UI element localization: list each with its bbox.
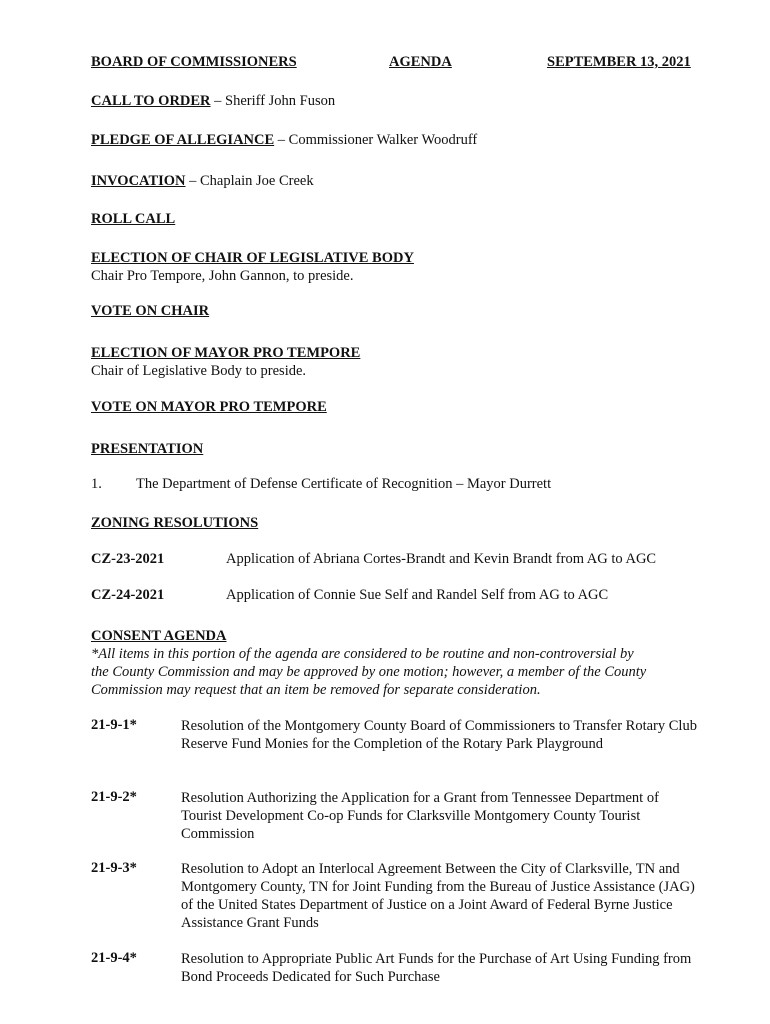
consent-item-number: 21-9-1* <box>91 717 137 733</box>
consent-item-text: Resolution to Appropriate Public Art Funds for the Purchase of Art Using Funding from Bond Proceeds Dedicated for Such Purchase <box>181 951 692 985</box>
consent-item-text: Resolution to Adopt an Interlocal Agreement Between the City of Clarksville, TN and Montgomery County, TN for Joint Funding from the Bureau of Justice Assistance (JAG) of the United States Department of Justice on a Joint Award of Federal Byrne Justice Assistance Grant Funds <box>181 861 695 931</box>
vote-mayor-heading: VOTE ON MAYOR PRO TEMPORE <box>91 399 327 415</box>
invocation-text: – Chaplain Joe Creek <box>185 173 314 189</box>
consent-note-line: *All items in this portion of the agenda are considered to be routine and non-controversial by <box>91 646 634 662</box>
pledge-line <box>91 132 477 149</box>
consent-heading: CONSENT AGENDA <box>91 628 227 644</box>
consent-item-number: 21-9-2* <box>91 789 137 805</box>
zoning-item-number: CZ-24-2021 <box>91 587 165 603</box>
roll-call-heading: ROLL CALL <box>91 211 176 227</box>
zoning-item-number: CZ-23-2021 <box>91 551 165 567</box>
election-chair-text: Chair Pro Tempore, John Gannon, to preside. <box>91 268 354 284</box>
vote-chair-heading: VOTE ON CHAIR <box>91 303 210 319</box>
zoning-item-text: Application of Connie Sue Self and Randel Self from AG to AGC <box>226 587 609 603</box>
call-to-order-heading: CALL TO ORDER <box>91 93 211 109</box>
consent-item-number: 21-9-3* <box>91 860 137 876</box>
presentation-item-text: The Department of Defense Certificate of Recognition – Mayor Durrett <box>136 476 552 492</box>
consent-note-line: the County Commission and may be approved by one motion; however, a member of the County <box>91 664 647 680</box>
presentation-heading: PRESENTATION <box>91 441 204 457</box>
call-to-order-text: – Sheriff John Fuson <box>210 93 336 109</box>
zoning-heading: ZONING RESOLUTIONS <box>91 515 259 531</box>
header-agenda-title: AGENDA <box>389 54 452 70</box>
invocation-line <box>91 173 314 190</box>
presentation-item-number: 1. <box>91 476 102 492</box>
consent-note-line: Commission may request that an item be removed for separate consideration. <box>91 682 541 698</box>
election-mayor-text: Chair of Legislative Body to preside. <box>91 363 307 379</box>
election-chair-heading: ELECTION OF CHAIR OF LEGISLATIVE BODY <box>91 250 414 266</box>
zoning-item-text: Application of Abriana Cortes-Brandt and Kevin Brandt from AG to AGC <box>226 551 657 567</box>
election-mayor-heading: ELECTION OF MAYOR PRO TEMPORE <box>91 345 361 361</box>
consent-item-text: Resolution of the Montgomery County Board of Commissioners to Transfer Rotary Club Reserve Fund Monies for the Completion of the Rotary Park Playground <box>181 718 697 752</box>
pledge-text: – Commissioner Walker Woodruff <box>274 132 478 148</box>
consent-item-number: 21-9-4* <box>91 950 137 966</box>
header-board-title: BOARD OF COMMISSIONERS <box>91 54 297 70</box>
consent-item-text: Resolution Authorizing the Application for a Grant from Tennessee Department of Tourist Development Co-op Funds for Clarksville Montgomery County Tourist Commission <box>181 790 659 842</box>
pledge-heading: PLEDGE OF ALLEGIANCE <box>91 132 275 148</box>
header-date: SEPTEMBER 13, 2021 <box>547 54 691 70</box>
invocation-heading: INVOCATION <box>91 173 186 189</box>
call-to-order-line <box>91 93 335 110</box>
